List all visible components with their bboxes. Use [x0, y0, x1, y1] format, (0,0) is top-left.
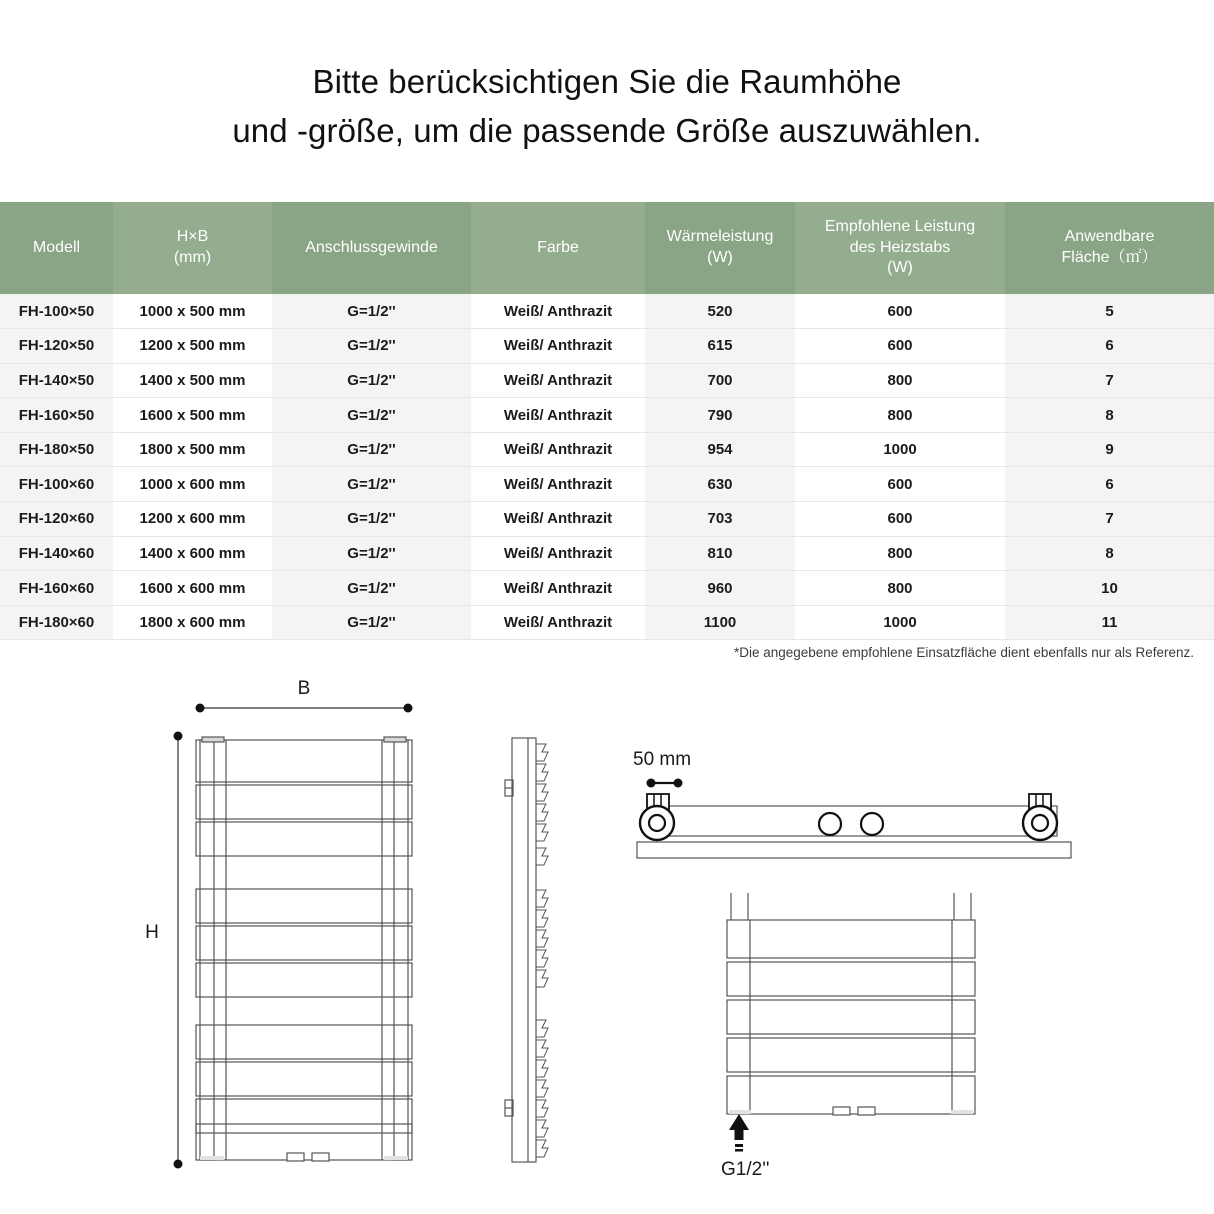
column-header-modell — [0, 202, 113, 294]
cell-thread: G=1/2'' — [272, 467, 471, 502]
cell-heating-element: 800 — [795, 398, 1005, 433]
top-view-bracket-left — [640, 794, 674, 840]
column-header-thread-label: Anschlussgewinde — [305, 238, 438, 256]
cell-area: 8 — [1005, 536, 1214, 571]
table-row — [0, 536, 1214, 571]
cell-model: FH-180×50 — [0, 432, 113, 467]
cell-model: FH-180×60 — [0, 605, 113, 640]
cell-heating-element: 600 — [795, 467, 1005, 502]
column-header-heating-element-line1: Empfohlene Leistung — [824, 217, 976, 235]
cell-dimensions: 1800 x 600 mm — [113, 605, 272, 640]
cell-area: 10 — [1005, 571, 1214, 606]
column-header-heating-element — [795, 202, 1005, 294]
cell-heat-output: 520 — [645, 294, 795, 329]
cell-thread: G=1/2'' — [272, 502, 471, 537]
cell-area: 6 — [1005, 467, 1214, 502]
cell-thread: G=1/2'' — [272, 571, 471, 606]
cell-heating-element: 800 — [795, 571, 1005, 606]
cell-thread: G=1/2'' — [272, 605, 471, 640]
cell-thread: G=1/2'' — [272, 329, 471, 364]
cell-thread: G=1/2'' — [272, 432, 471, 467]
front-view-width-dimension — [196, 704, 413, 713]
front-view-height-label: H — [145, 922, 159, 943]
cell-heat-output: 954 — [645, 432, 795, 467]
cell-area: 8 — [1005, 398, 1214, 433]
cell-dimensions: 1400 x 500 mm — [113, 363, 272, 398]
column-header-color-label: Farbe — [537, 238, 579, 256]
column-header-heat-output — [645, 202, 795, 294]
side-view-drawing — [505, 738, 548, 1162]
column-header-heat-output-line2: (W) — [707, 249, 733, 266]
column-header-dimensions-line1: H×B — [176, 228, 209, 246]
table-row — [0, 294, 1214, 329]
cell-model: FH-140×60 — [0, 536, 113, 571]
cell-dimensions: 1000 x 600 mm — [113, 467, 272, 502]
column-header-dimensions-line2: (mm) — [173, 249, 212, 266]
top-view-depth-label: 50 mm — [633, 749, 692, 770]
top-view-center-fixing-right — [861, 813, 883, 835]
cell-thread: G=1/2'' — [272, 294, 471, 329]
cell-thread: G=1/2'' — [272, 536, 471, 571]
top-view-depth-dimension — [647, 779, 683, 788]
front-view-side-rails — [200, 740, 408, 1160]
cell-area: 9 — [1005, 432, 1214, 467]
cell-dimensions: 1000 x 500 mm — [113, 294, 272, 329]
cell-dimensions: 1600 x 600 mm — [113, 571, 272, 606]
technical-drawings-svg — [0, 672, 1214, 1214]
cell-heat-output: 630 — [645, 467, 795, 502]
cell-area: 5 — [1005, 294, 1214, 329]
column-header-area-line2: Fläche（㎡） — [1061, 249, 1158, 266]
cell-model: FH-120×50 — [0, 329, 113, 364]
table-row — [0, 329, 1214, 364]
specification-table — [0, 202, 1214, 640]
cell-color: Weiß/ Anthrazit — [471, 605, 645, 640]
cell-heating-element: 800 — [795, 536, 1005, 571]
column-header-area — [1005, 202, 1214, 294]
front-view-width-label: B — [297, 678, 311, 699]
cell-heating-element: 800 — [795, 363, 1005, 398]
cell-dimensions: 1600 x 500 mm — [113, 398, 272, 433]
page-title — [0, 58, 1214, 156]
cell-heat-output: 810 — [645, 536, 795, 571]
cell-area: 6 — [1005, 329, 1214, 364]
cell-dimensions: 1800 x 500 mm — [113, 432, 272, 467]
cell-color: Weiß/ Anthrazit — [471, 467, 645, 502]
top-view-bracket-right — [1023, 794, 1057, 840]
table-row — [0, 398, 1214, 433]
table-row — [0, 432, 1214, 467]
front-view-slats — [196, 740, 412, 1160]
column-header-modell-label: Modell — [32, 238, 81, 256]
cell-area: 7 — [1005, 502, 1214, 537]
cell-model: FH-100×50 — [0, 294, 113, 329]
cell-color: Weiß/ Anthrazit — [471, 432, 645, 467]
cell-heating-element: 600 — [795, 294, 1005, 329]
cell-model: FH-120×60 — [0, 502, 113, 537]
cell-thread: G=1/2'' — [272, 398, 471, 433]
cell-area: 7 — [1005, 363, 1214, 398]
column-header-area-line1: Anwendbare — [1064, 228, 1155, 246]
cell-heating-element: 600 — [795, 329, 1005, 364]
cell-model: FH-160×60 — [0, 571, 113, 606]
bottom-view-connection-label: G1/2'' — [721, 1159, 770, 1180]
table-row — [0, 467, 1214, 502]
cell-model: FH-160×50 — [0, 398, 113, 433]
cell-model: FH-140×50 — [0, 363, 113, 398]
table-row — [0, 571, 1214, 606]
cell-area: 11 — [1005, 605, 1214, 640]
side-view-profile-hooks — [536, 744, 548, 1157]
cell-color: Weiß/ Anthrazit — [471, 329, 645, 364]
page-title-line-1: Bitte berücksichtigen Sie die Raumhöhe — [312, 63, 902, 100]
front-view-drawing — [174, 704, 413, 1169]
connection-arrow-icon — [729, 1114, 749, 1152]
column-header-dimensions — [113, 202, 272, 294]
column-header-color — [471, 202, 645, 294]
cell-heating-element: 1000 — [795, 605, 1005, 640]
column-header-heat-output-line1: Wärmeleistung — [666, 228, 774, 246]
cell-color: Weiß/ Anthrazit — [471, 363, 645, 398]
cell-heat-output: 960 — [645, 571, 795, 606]
technical-drawings — [0, 672, 1214, 1214]
column-header-heating-element-line3: (W) — [887, 259, 913, 277]
cell-heat-output: 615 — [645, 329, 795, 364]
table-footnote: *Die angegebene empfohlene Einsatzfläche dient ebenfalls nur als Referenz. — [733, 645, 1194, 660]
top-view-center-fixing-left — [819, 813, 841, 835]
cell-dimensions: 1400 x 600 mm — [113, 536, 272, 571]
cell-color: Weiß/ Anthrazit — [471, 294, 645, 329]
cell-color: Weiß/ Anthrazit — [471, 398, 645, 433]
cell-heat-output: 700 — [645, 363, 795, 398]
table-body — [0, 294, 1214, 640]
cell-dimensions: 1200 x 500 mm — [113, 329, 272, 364]
front-view-height-dimension — [174, 732, 183, 1169]
table-row — [0, 363, 1214, 398]
table-row — [0, 605, 1214, 640]
cell-heat-output: 790 — [645, 398, 795, 433]
column-header-thread — [272, 202, 471, 294]
page-title-line-2: und -größe, um die passende Größe auszuwählen. — [232, 111, 982, 149]
cell-heat-output: 703 — [645, 502, 795, 537]
cell-heating-element: 1000 — [795, 432, 1005, 467]
cell-color: Weiß/ Anthrazit — [471, 571, 645, 606]
cell-heat-output: 1100 — [645, 605, 795, 640]
top-view-drawing — [637, 779, 1071, 859]
cell-color: Weiß/ Anthrazit — [471, 502, 645, 537]
bottom-detail-drawing — [727, 893, 975, 1152]
table-row — [0, 502, 1214, 537]
cell-dimensions: 1200 x 600 mm — [113, 502, 272, 537]
cell-model: FH-100×60 — [0, 467, 113, 502]
table-header-row — [0, 202, 1214, 294]
cell-thread: G=1/2'' — [272, 363, 471, 398]
cell-color: Weiß/ Anthrazit — [471, 536, 645, 571]
column-header-heating-element-line2: des Heizstabs — [849, 238, 951, 256]
cell-heating-element: 600 — [795, 502, 1005, 537]
